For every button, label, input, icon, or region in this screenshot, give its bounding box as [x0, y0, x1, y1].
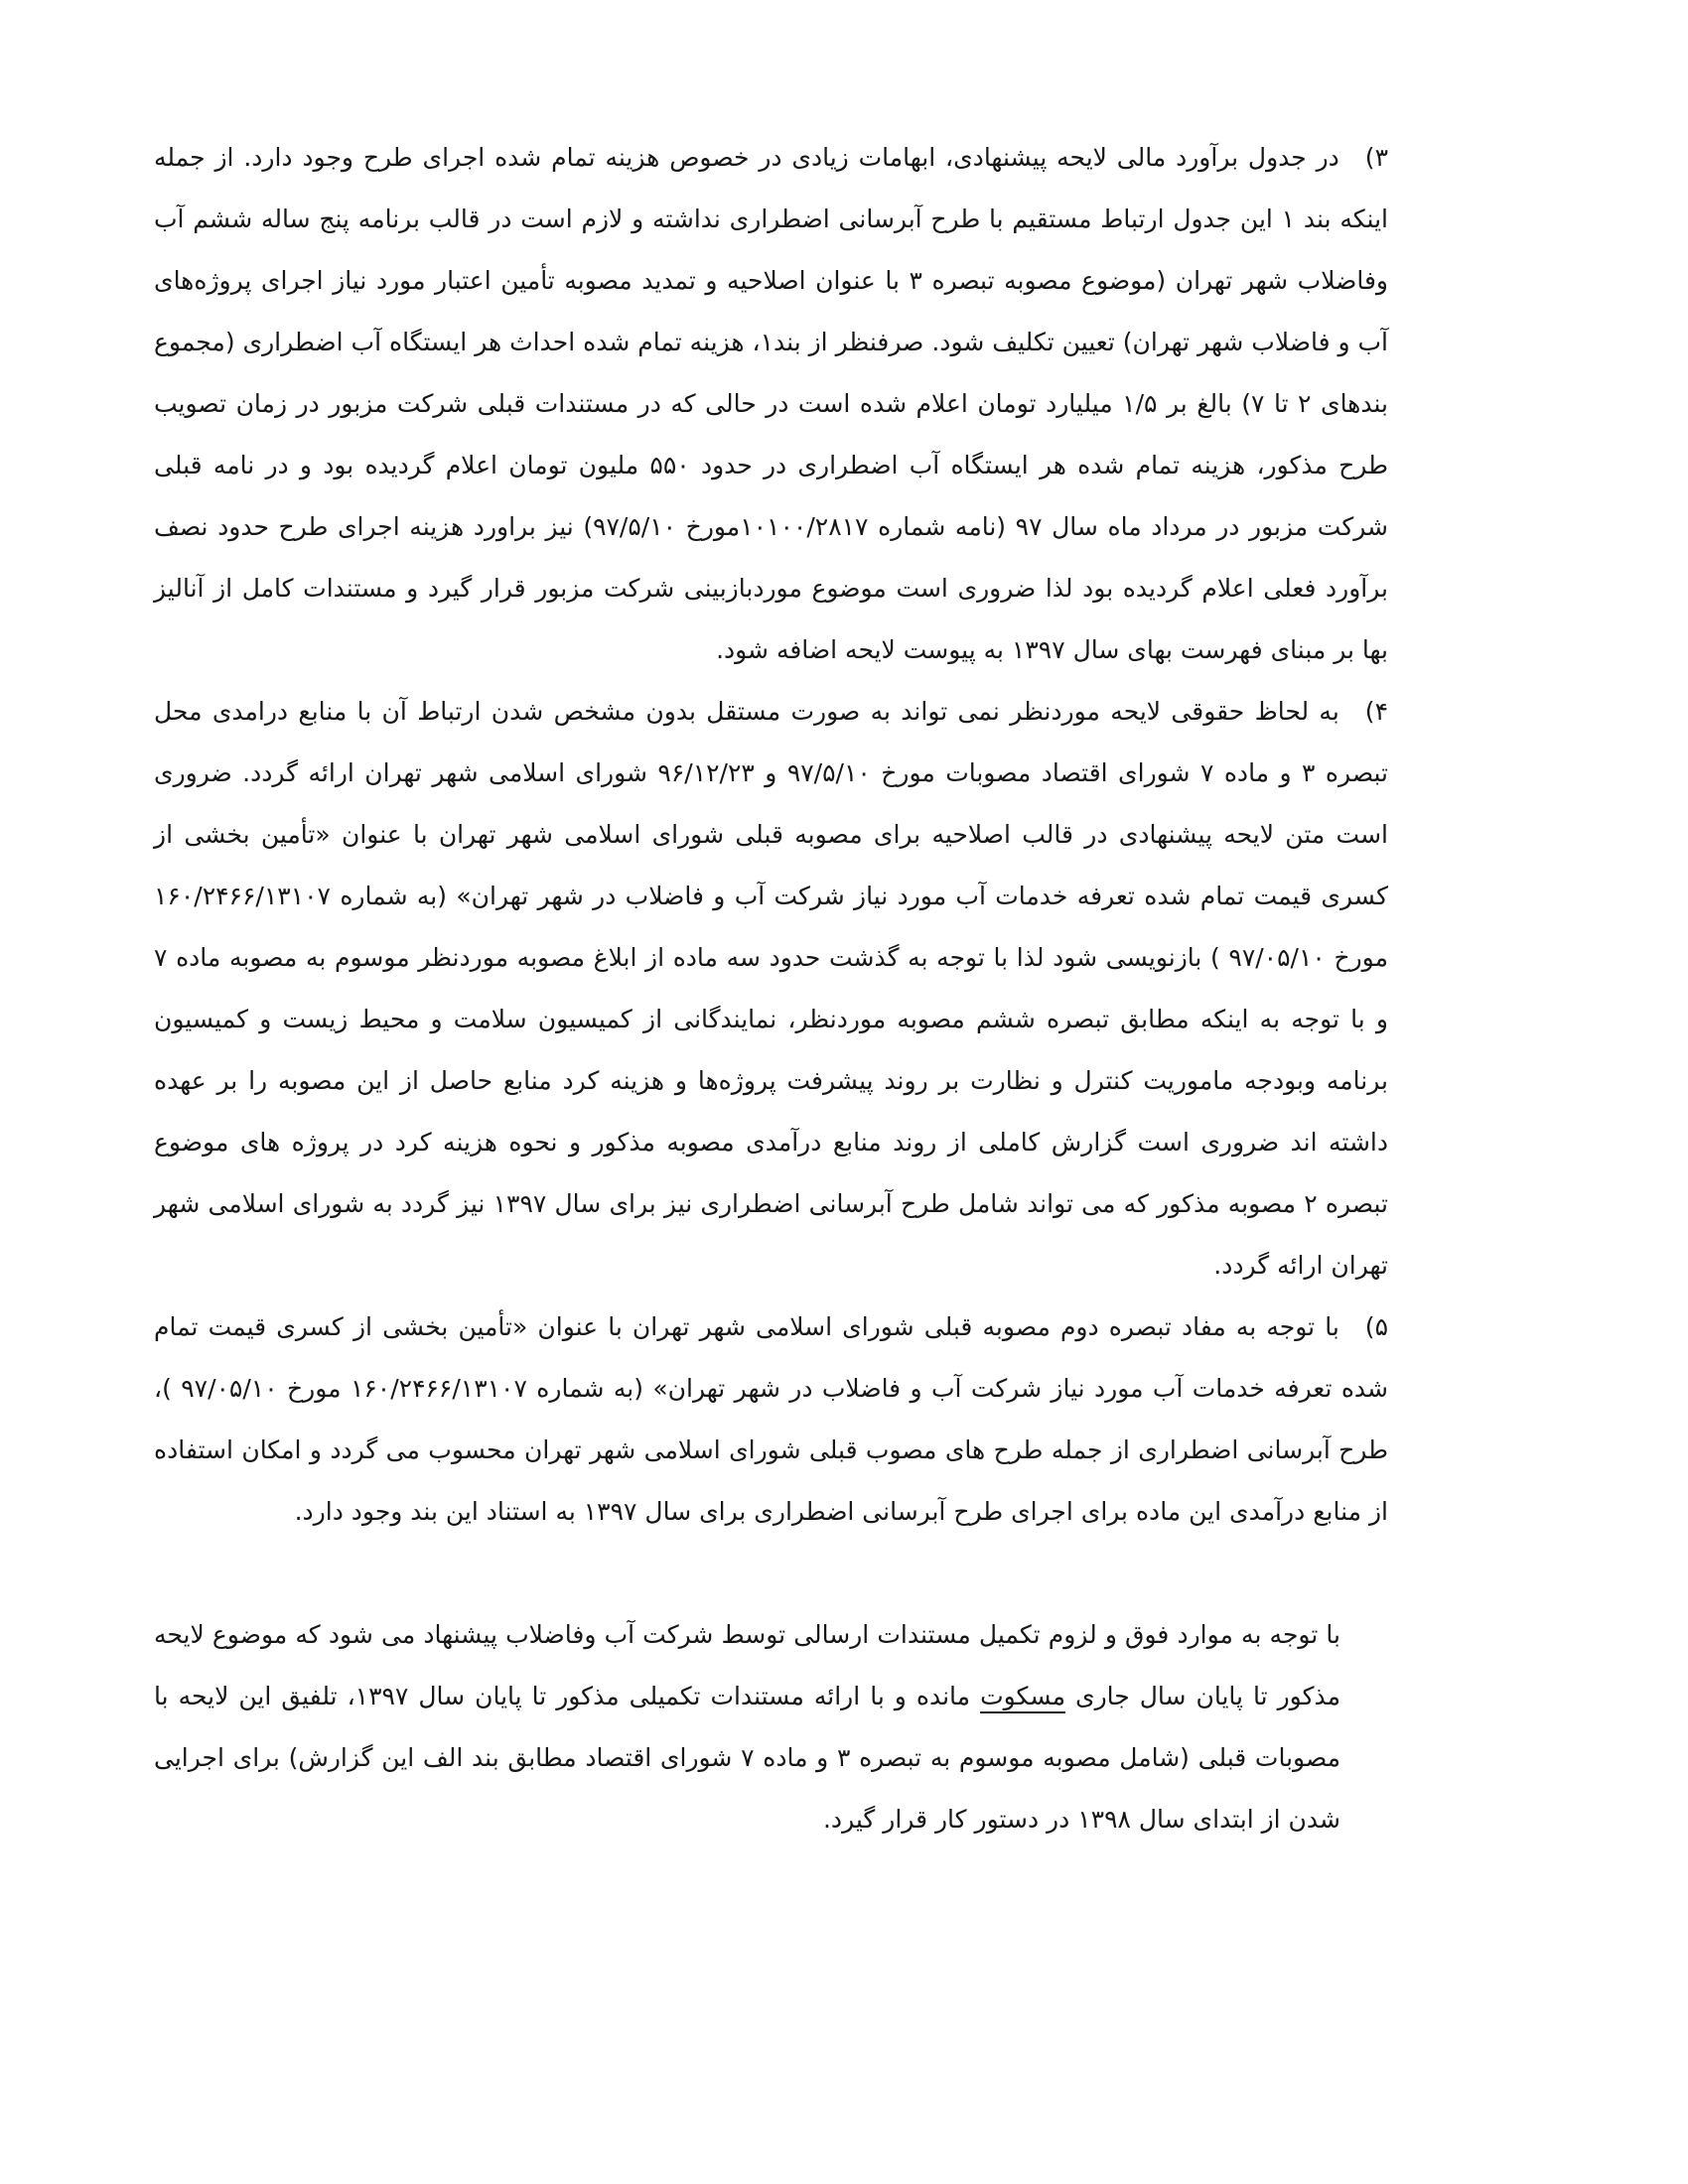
closing-paragraph — [154, 1604, 1388, 1850]
underlined-word: مسکوت — [980, 1682, 1066, 1710]
document-text-block — [154, 127, 1388, 1850]
closing-text-after-underline: مانده و با ارائه مستندات تکمیلی مذکور تا پایان سال ۱۳۹۷، تلفیق این لایحه با مصوبات قبلی (شامل مصوبه موسوم به تبصره ۳ و ماده ۷ شورای اقتصاد مطابق بند الف این گزارش) برای اجرایی شدن از ابتدای سال ۱۳۹۸ در دستور کار قرار گیرد. — [154, 1682, 1341, 1834]
item-5-number: ۵) — [1364, 1312, 1388, 1341]
item-4-text: به لحاظ حقوقی لایحه موردنظر نمی تواند به صورت مستقل بدون مشخص شدن ارتباط آن با منابع درامدی محل تبصره ۳ و ماده ۷ شورای اقتصاد مصوبات مورخ ۹۷/۵/۱۰ و ۹۶/۱۲/۲۳ شورای اسلامی شهر تهران ارائه گردد. ضروری است متن لایحه پیشنهادی در قالب اصلاحیه برای مصوبه قبلی شورای اسلامی شهر تهران با عنوان «تأمین بخشی از کسری قیمت تمام شده تعرفه خدمات آب مورد نیاز شرکت آب و فاضلاب در شهر تهران» (به شماره ۱۶۰/۲۴۶۶/۱۳۱۰۷ مورخ ۹۷/۰۵/۱۰ ) بازنویسی شود لذا با توجه به گذشت حدود سه ماده از ابلاغ مصوبه موردنظر موسوم به مصوبه ماده ۷ و با توجه به اینکه مطابق تبصره ششم مصوبه موردنظر، نمایندگانی از کمیسیون سلامت و محیط زیست و کمیسیون برنامه وبودجه ماموریت کنترل و نظارت بر روند پیشرفت پروژه‌ها و هزینه کرد منابع حاصل از این مصوبه را بر عهده داشته اند ضروری است گزارش کاملی از روند منابع درآمدی مصوبه مذکور و نحوه هزینه کرد در پروژه های موضوع تبصره ۲ مصوبه مذکور که می تواند شامل طرح آبرسانی اضطراری نیز برای سال ۱۳۹۷ نیز گردد به شورای اسلامی شهر تهران ارائه گردد. — [154, 697, 1389, 1280]
numbered-item-4 — [154, 681, 1388, 1297]
numbered-item-3 — [154, 127, 1388, 681]
numbered-item-5 — [154, 1297, 1388, 1543]
closing-text-before-underline: با توجه به موارد فوق و لزوم تکمیل مستندات ارسالی توسط شرکت آب وفاضلاب پیشنهاد می شود که موضوع لایحه مذکور تا پایان سال جاری — [154, 1620, 1340, 1710]
item-5-text: با توجه به مفاد تبصره دوم مصوبه قبلی شورای اسلامی شهر تهران با عنوان «تأمین بخشی از کسری قیمت تمام شده تعرفه خدمات آب مورد نیاز شرکت آب و فاضلاب در شهر تهران» (به شماره ۱۶۰/۲۴۶۶/۱۳۱۰۷ مورخ ۹۷/۰۵/۱۰ )، طرح آبرسانی اضطراری از جمله طرح های مصوب قبلی شورای اسلامی شهر تهران محسوب می گردد و امکان استفاده از منابع درآمدی این ماده برای اجرای طرح آبرسانی اضطراری برای سال ۱۳۹۷ به استناد این بند وجود دارد. — [154, 1312, 1388, 1526]
item-4-number: ۴) — [1364, 697, 1388, 726]
item-3-number: ۳) — [1364, 143, 1388, 172]
item-3-text: در جدول برآورد مالی لایحه پیشنهادی، ابهامات زیادی در خصوص هزینه تمام شده اجرای طرح وجود دارد. از جمله اینکه بند ۱ این جدول ارتباط مستقیم با طرح آبرسانی اضطراری نداشته و لازم است در قالب برنامه پنج ساله ششم آب وفاضلاب شهر تهران (موضوع مصوبه تبصره ۳ با عنوان اصلاحیه و تمدید مصوبه تأمین اعتبار مورد نیاز اجرای پروژه‌های آب و فاضلاب شهر تهران) تعیین تکلیف شود. صرفنظر از بند۱، هزینه تمام شده احداث هر ایستگاه آب اضطراری (مجموع بندهای ۲ تا ۷) بالغ بر ۱/۵ میلیارد تومان اعلام شده است در حالی که در مستندات قبلی شرکت مزبور در زمان تصویب طرح مذکور، هزینه تمام شده هر ایستگاه آب اضطراری در حدود ۵۵۰ ملیون تومان اعلام گردیده بود و در نامه قبلی شرکت مزبور در مرداد ماه سال ۹۷ (نامه شماره ۱۰۱۰۰/۲۸۱۷مورخ ۹۷/۵/۱۰) نیز براورد هزینه اجرای طرح حدود نصف برآورد فعلی اعلام گردیده بود لذا ضروری است موضوع موردبازبینی شرکت مزبور قرار گیرد و مستندات کامل از آنالیز بها بر مبنای فهرست بهای سال ۱۳۹۷ به پیوست لایحه اضافه شود. — [154, 143, 1388, 664]
